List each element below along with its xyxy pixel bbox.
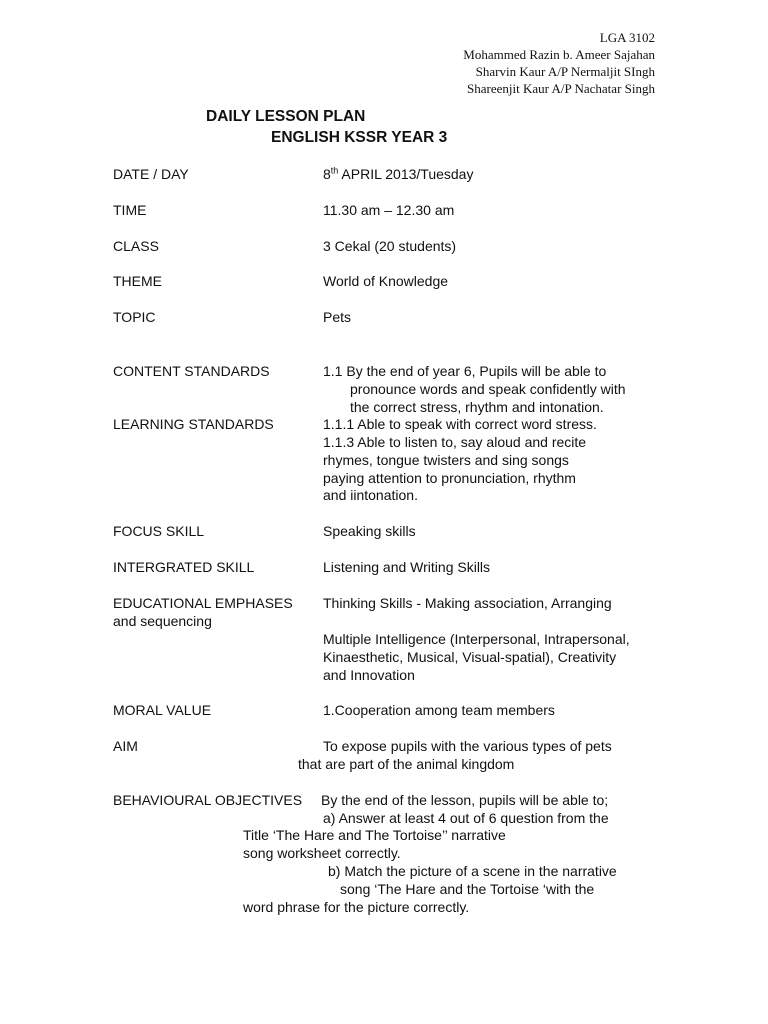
learning-standards-line-5: and iintonation. — [323, 487, 418, 503]
objective-b-line-3: word phrase for the picture correctly. — [243, 899, 470, 915]
date-rest: APRIL 2013/Tuesday — [338, 166, 474, 182]
time-label: TIME — [113, 202, 147, 218]
behavioural-objectives-label: BEHAVIOURAL OBJECTIVES — [113, 792, 303, 808]
objective-a-line-3: song worksheet correctly. — [243, 845, 401, 861]
learning-standards-label: LEARNING STANDARDS — [113, 416, 274, 432]
multiple-intelligence-line-2: Kinaesthetic, Musical, Visual-spatial), Creativity — [323, 649, 617, 665]
learning-standards-line-3: rhymes, tongue twisters and sing songs — [323, 452, 569, 468]
integrated-skill-value: Listening and Writing Skills — [323, 559, 491, 575]
objective-a-line-2: Title ‘The Hare and The Tortoise’’ narrative — [243, 827, 506, 843]
date-label: DATE / DAY — [113, 166, 189, 182]
behavioural-objectives-intro: By the end of the lesson, pupils will be able to; — [321, 792, 609, 808]
learning-standards-line-2: 1.1.3 Able to listen to, say aloud and recite — [323, 434, 587, 450]
multiple-intelligence-line-3: and Innovation — [323, 667, 415, 683]
author-1: Mohammed Razin b. Ameer Sajahan — [463, 47, 655, 62]
integrated-skill-label: INTERGRATED SKILL — [113, 559, 255, 575]
theme-label: THEME — [113, 273, 162, 289]
learning-standards-line-4: paying attention to pronunciation, rhythm — [323, 470, 576, 486]
topic-label: TOPIC — [113, 309, 156, 325]
class-value: 3 Cekal (20 students) — [323, 238, 457, 254]
multiple-intelligence-line-1: Multiple Intelligence (Interpersonal, Intrapersonal, — [323, 631, 630, 647]
content-standards-line-2: pronounce words and speak confidently with — [350, 381, 626, 397]
title-line-2: ENGLISH KSSR YEAR 3 — [271, 129, 448, 146]
aim-line-2: that are part of the animal kingdom — [298, 756, 515, 772]
course-code: LGA 3102 — [599, 30, 655, 45]
moral-value-value: 1.Cooperation among team members — [323, 702, 555, 718]
date-value — [323, 166, 473, 183]
learning-standards-line-1: 1.1.1 Able to speak with correct word stress. — [323, 416, 597, 432]
focus-skill-label: FOCUS SKILL — [113, 523, 205, 539]
moral-value-label: MORAL VALUE — [113, 702, 212, 718]
title-line-1: DAILY LESSON PLAN — [206, 108, 366, 125]
focus-skill-value: Speaking skills — [323, 523, 416, 539]
aim-line-1: To expose pupils with the various types of pets — [323, 738, 612, 754]
time-value: 11.30 am – 12.30 am — [323, 202, 455, 218]
objective-b-line-1: b) Match the picture of a scene in the narrative — [328, 863, 617, 879]
date-suffix: th — [330, 165, 339, 176]
aim-label: AIM — [113, 738, 138, 754]
content-standards-line-3: the correct stress, rhythm and intonation. — [350, 399, 604, 415]
objective-a-line-1: a) Answer at least 4 out of 6 question from the — [323, 810, 609, 826]
author-2: Sharvin Kaur A/P Nermaljit SIngh — [475, 64, 655, 79]
educational-emphases-value: Thinking Skills - Making association, Arranging — [323, 595, 612, 611]
content-standards-line-1: 1.1 By the end of year 6, Pupils will be able to — [323, 363, 607, 379]
theme-value: World of Knowledge — [323, 273, 449, 289]
educational-emphases-label-2: and sequencing — [113, 613, 212, 629]
date-day: 8 — [323, 166, 331, 182]
author-3: Shareenjit Kaur A/P Nachatar Singh — [467, 81, 655, 96]
class-label: CLASS — [113, 238, 159, 254]
content-standards-label: CONTENT STANDARDS — [113, 363, 270, 379]
educational-emphases-label: EDUCATIONAL EMPHASES — [113, 595, 293, 611]
objective-b-line-2: song ‘The Hare and the Tortoise ‘with the — [340, 881, 595, 897]
topic-value: Pets — [323, 309, 352, 325]
